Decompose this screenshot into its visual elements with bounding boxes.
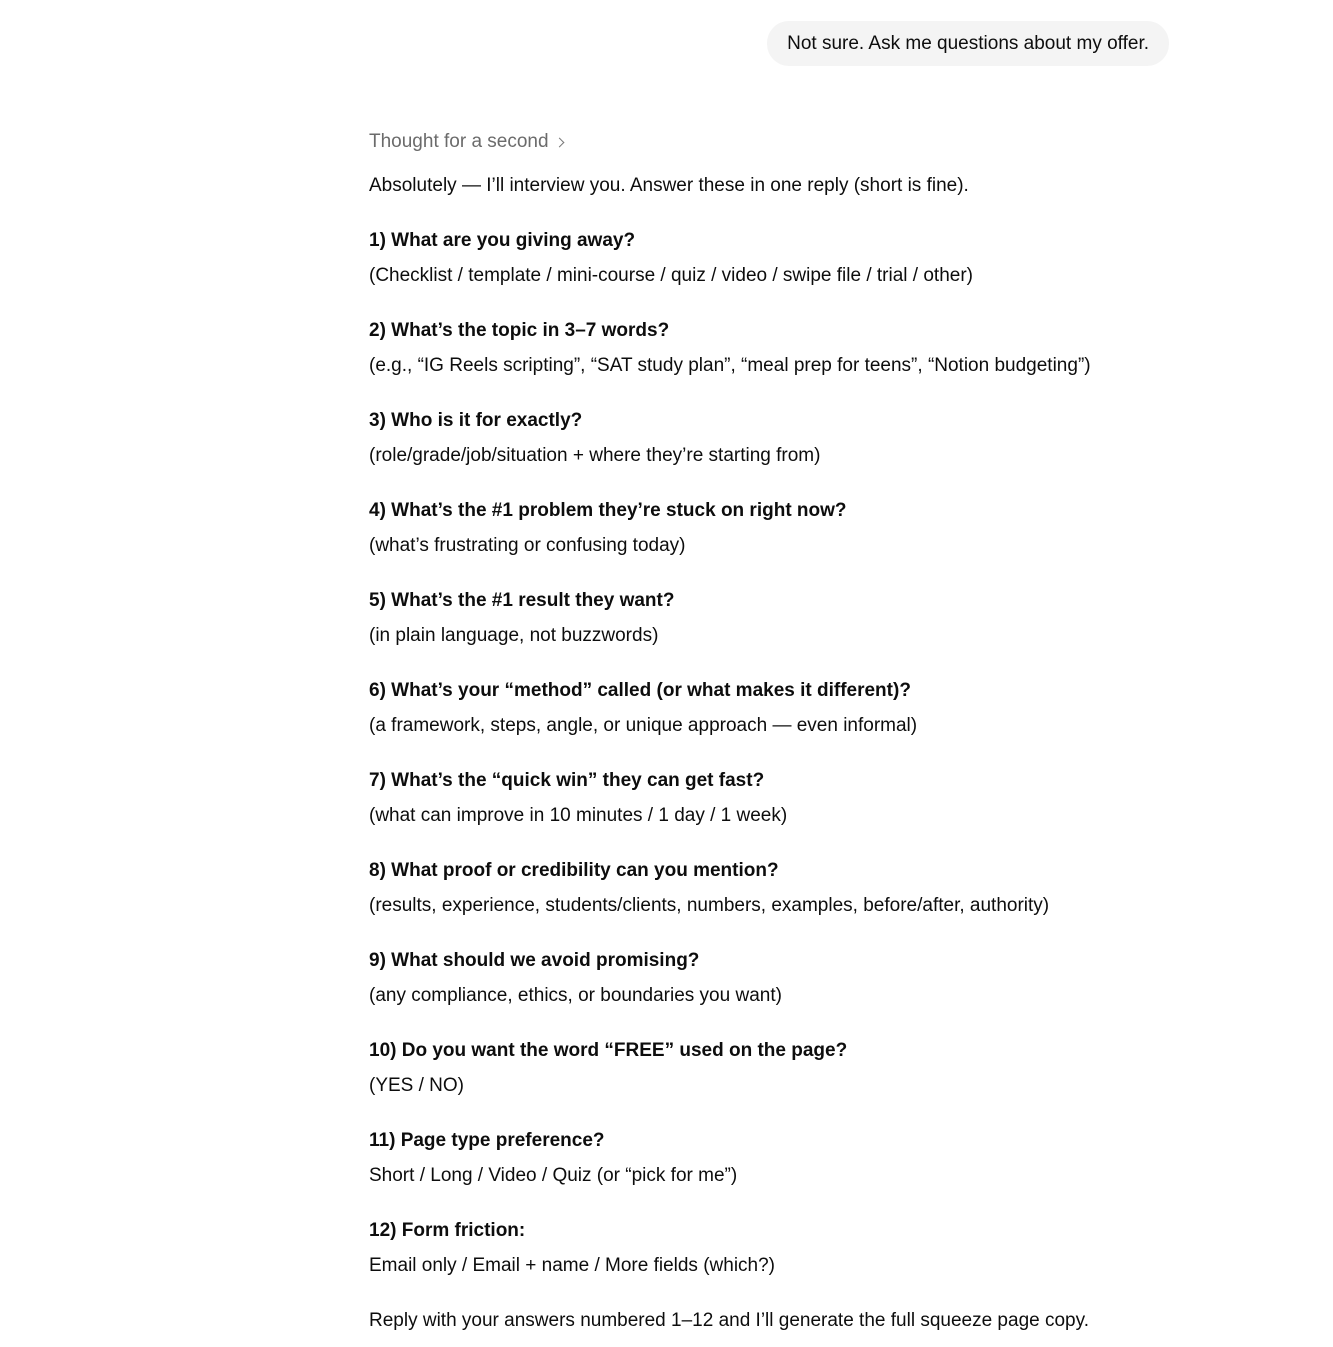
question-item	[369, 585, 1169, 675]
question-title: 10) Do you want the word “FREE” used on the page?	[369, 1040, 848, 1061]
question-item	[369, 765, 1169, 855]
assistant-message	[369, 126, 1169, 1337]
question-title: 7) What’s the “quick win” they can get fast?	[369, 770, 765, 791]
user-message-row	[767, 21, 1169, 66]
question-hint: (e.g., “IG Reels scripting”, “SAT study plan”, “meal prep for teens”, “Notion budgeting”)	[369, 355, 1091, 376]
assistant-intro: Absolutely — I’ll interview you. Answer these in one reply (short is fine).	[369, 175, 969, 196]
question-hint: (Checklist / template / mini-course / quiz / video / swipe file / trial / other)	[369, 265, 973, 286]
question-hint: (what can improve in 10 minutes / 1 day / 1 week)	[369, 805, 788, 826]
question-hint: (in plain language, not buzzwords)	[369, 625, 659, 646]
question-title: 3) Who is it for exactly?	[369, 410, 583, 431]
question-hint: (a framework, steps, angle, or unique approach — even informal)	[369, 715, 918, 736]
question-item	[369, 1035, 1169, 1125]
question-item	[369, 225, 1169, 315]
question-title: 6) What’s your “method” called (or what makes it different)?	[369, 680, 911, 701]
question-hint: (role/grade/job/situation + where they’re starting from)	[369, 445, 821, 466]
question-title: 8) What proof or credibility can you mention?	[369, 860, 779, 881]
user-message-bubble: Not sure. Ask me questions about my offer.	[767, 21, 1169, 66]
question-hint: (what’s frustrating or confusing today)	[369, 535, 686, 556]
thought-label: Thought for a second	[369, 131, 549, 152]
question-title: 12) Form friction:	[369, 1220, 526, 1241]
question-title: 5) What’s the #1 result they want?	[369, 590, 675, 611]
thought-toggle[interactable]	[369, 126, 1169, 158]
chevron-right-icon	[554, 138, 564, 148]
question-title: 4) What’s the #1 problem they’re stuck on right now?	[369, 500, 847, 521]
question-item	[369, 1125, 1169, 1215]
question-item	[369, 855, 1169, 945]
question-hint: (YES / NO)	[369, 1075, 465, 1096]
question-item	[369, 675, 1169, 765]
question-item	[369, 405, 1169, 495]
question-hint: (any compliance, ethics, or boundaries you want)	[369, 985, 782, 1006]
question-hint: Email only / Email + name / More fields (which?)	[369, 1255, 776, 1276]
question-title: 9) What should we avoid promising?	[369, 950, 700, 971]
question-title: 1) What are you giving away?	[369, 230, 636, 251]
question-item	[369, 1215, 1169, 1305]
question-item	[369, 945, 1169, 1035]
assistant-outro: Reply with your answers numbered 1–12 and I’ll generate the full squeeze page copy.	[369, 1310, 1089, 1331]
question-hint: (results, experience, students/clients, numbers, examples, before/after, authority)	[369, 895, 1050, 916]
question-title: 11) Page type preference?	[369, 1130, 605, 1151]
question-item	[369, 495, 1169, 585]
question-title: 2) What’s the topic in 3–7 words?	[369, 320, 670, 341]
question-hint: Short / Long / Video / Quiz (or “pick for me”)	[369, 1165, 738, 1186]
question-item	[369, 315, 1169, 405]
question-list	[369, 225, 1169, 1305]
